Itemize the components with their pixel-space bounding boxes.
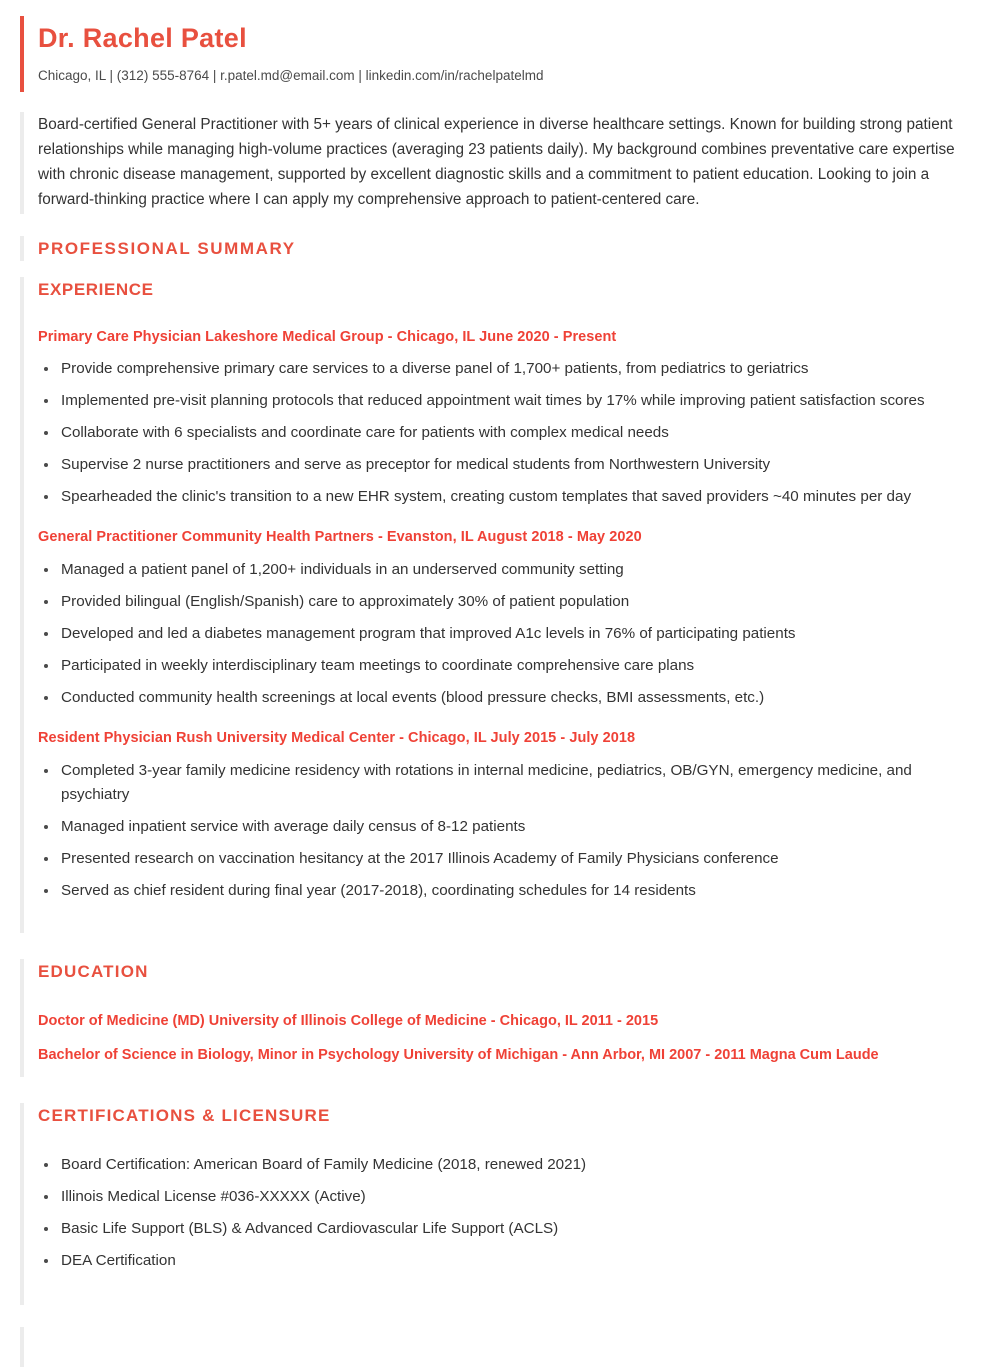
certification-item: DEA Certification (38, 1249, 959, 1273)
certification-item: Basic Life Support (BLS) & Advanced Cardiovascular Life Support (ACLS) (38, 1217, 959, 1241)
section-heading-professional-summary: PROFESSIONAL SUMMARY (38, 238, 296, 258)
job-bullet: Served as chief resident during final year (2017-2018), coordinating schedules for 14 residents (38, 879, 959, 903)
certification-item: Illinois Medical License #036-XXXXX (Active) (38, 1185, 959, 1209)
job-bullet: Supervise 2 nurse practitioners and serve as preceptor for medical students from Northwestern University (38, 453, 959, 477)
professional-summary-section (0, 236, 959, 262)
contact-line: Chicago, IL | (312) 555-8764 | r.patel.md@email.com | linkedin.com/in/rachelpatelmd (38, 67, 544, 83)
certifications-section (0, 1103, 959, 1305)
job-bullet: Implemented pre-visit planning protocols that reduced appointment wait times by 17% while improving patient satisfaction scores (38, 389, 959, 413)
job-bullet: Conducted community health screenings at local events (blood pressure checks, BMI assessments, etc.) (38, 686, 959, 710)
job-bullet-list (38, 357, 959, 509)
job-bullet: Provide comprehensive primary care services to a diverse panel of 1,700+ patients, from pediatrics to geriatrics (38, 357, 959, 381)
job-heading: Resident Physician Rush University Medical Center - Chicago, IL July 2015 - July 2018 (38, 730, 636, 747)
certification-list (38, 1153, 959, 1273)
job-heading: Primary Care Physician Lakeshore Medical Group - Chicago, IL June 2020 - Present (38, 328, 617, 345)
candidate-name: Dr. Rachel Patel (38, 23, 247, 53)
resume-header (0, 16, 959, 92)
summary-paragraph: Board-certified General Practitioner with 5+ years of clinical experience in diverse healthcare settings. Known for building strong patient relationships while managing high-volume practices (averaging 23 patients daily). My background combines preventative care expertise with chronic disease management, supported by excellent diagnostic skills and a commitment to patient education. Looking to join a forward-thinking practice where I can apply my comprehensive approach to patient-centered care. (38, 115, 955, 208)
job-bullet-list (38, 558, 959, 710)
education-section (0, 959, 959, 1078)
job-bullet: Managed a patient panel of 1,200+ individuals in an underserved community setting (38, 558, 959, 582)
job-bullet: Collaborate with 6 specialists and coordinate care for patients with complex medical needs (38, 421, 959, 445)
experience-section (0, 277, 959, 933)
job-bullet: Participated in weekly interdisciplinary team meetings to coordinate comprehensive care plans (38, 654, 959, 678)
experience-entry (38, 728, 959, 903)
section-heading-certifications: CERTIFICATIONS & LICENSURE (38, 1106, 331, 1126)
education-entry: Doctor of Medicine (MD) University of Illinois College of Medicine - Chicago, IL 2011 - 2015 (38, 1013, 659, 1030)
certification-item: Board Certification: American Board of Family Medicine (2018, renewed 2021) (38, 1153, 959, 1177)
section-heading-experience: EXPERIENCE (38, 280, 154, 300)
experience-entry (38, 327, 959, 510)
job-bullet: Provided bilingual (English/Spanish) care to approximately 30% of patient population (38, 590, 959, 614)
job-bullet: Developed and led a diabetes management program that improved A1c levels in 76% of participating patients (38, 622, 959, 646)
job-heading: General Practitioner Community Health Partners - Evanston, IL August 2018 - May 2020 (38, 529, 642, 546)
education-entry: Bachelor of Science in Biology, Minor in Psychology University of Michigan - Ann Arbor, MI 2007 - 2011 Magna Cum Laude (38, 1047, 879, 1064)
experience-entry (38, 527, 959, 710)
job-bullet: Completed 3-year family medicine residency with rotations in internal medicine, pediatrics, OB/GYN, emergency medicine, and psychiatry (38, 759, 959, 807)
section-heading-education: EDUCATION (38, 961, 149, 981)
job-bullet: Managed inpatient service with average daily census of 8-12 patients (38, 815, 959, 839)
job-bullet-list (38, 759, 959, 903)
next-section-rail-cutoff (0, 1327, 959, 1367)
summary-section (0, 112, 959, 214)
job-bullet: Presented research on vaccination hesitancy at the 2017 Illinois Academy of Family Physicians conference (38, 847, 959, 871)
job-bullet: Spearheaded the clinic's transition to a new EHR system, creating custom templates that saved providers ~40 minutes per day (38, 485, 959, 509)
